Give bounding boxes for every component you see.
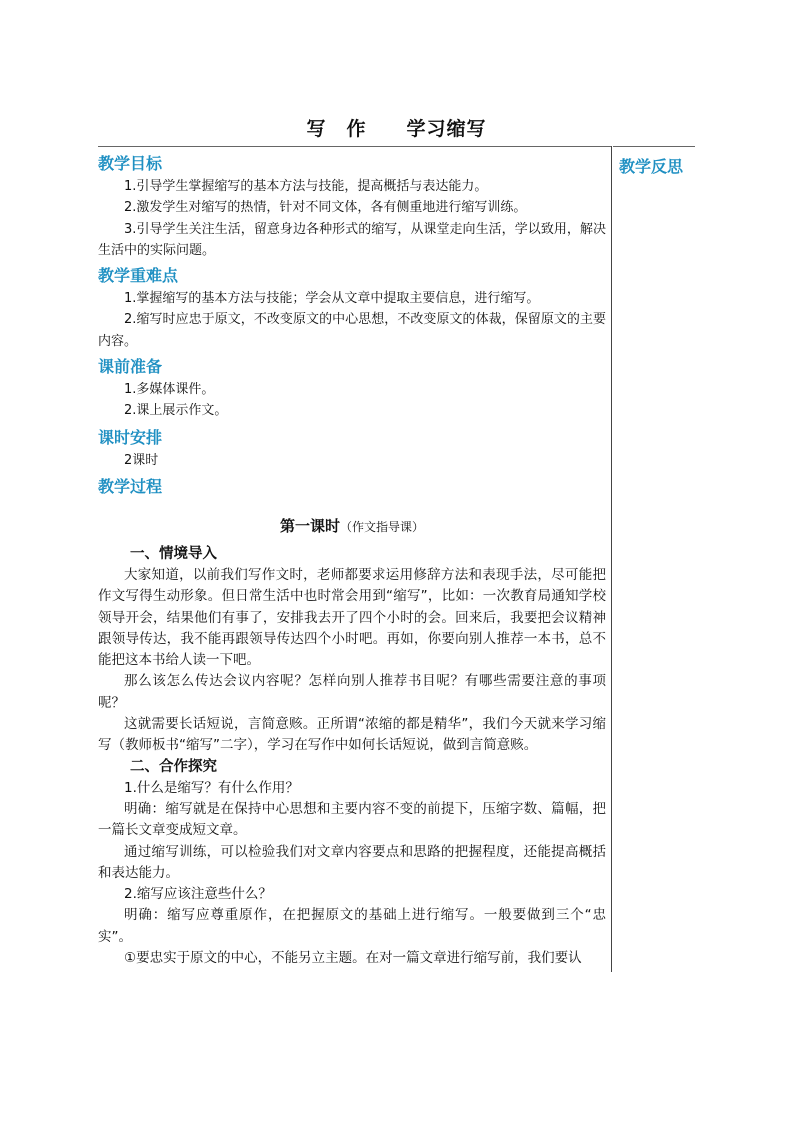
table-top-border-right [613, 146, 695, 147]
lesson-title-main: 第一课时 [279, 516, 340, 535]
goal-item: 3.引导学生关注生活，留意身边各种形式的缩写，从课堂走向生活，学以致用，解决生活中的实际问题。 [98, 221, 606, 258]
schedule-text: 2课时 [124, 452, 159, 468]
lesson-title [98, 515, 606, 538]
key-point-item: 2.缩写时应忠于原文，不改变原文的中心思想，不改变原文的体裁，保留原文的主要内容。 [98, 312, 606, 349]
schedule-heading: 课时安排 [98, 427, 163, 447]
preparation-heading: 课前准备 [98, 357, 163, 377]
part2-paragraph: 2.缩写应该注意些什么？ [124, 886, 272, 903]
preparation-item: 1.多媒体课件。 [124, 382, 215, 398]
goal-item: 1.引导学生掌握缩写的基本方法与技能，提高概括与表达能力。 [124, 179, 488, 194]
main-column [98, 152, 606, 969]
table-top-border-left [98, 146, 612, 147]
column-divider [611, 146, 612, 972]
part2-paragraph: 明确：缩写就是在保持中心思想和主要内容不变的前提下，压缩字数、篇幅，把一篇长文章变成短文章。 [98, 800, 606, 839]
lesson-title-note: （作文指导课） [340, 519, 425, 534]
key-points-heading: 教学重难点 [98, 266, 179, 286]
part2-paragraph: 通过缩写训练，可以检验我们对文章内容要点和思路的把握程度，还能提高概括和表达能力。 [98, 843, 606, 881]
part2-paragraph: 明确：缩写应尊重原作，在把握原文的基础上进行缩写。一般要做到三个“忠实”。 [98, 907, 606, 945]
goal-item: 2.激发学生对缩写的热情，针对不同文体，各有侧重地进行缩写训练。 [124, 200, 527, 216]
part1-paragraph: 这就需要长话短说，言简意赅。正所谓“浓缩的都是精华”，我们今天就来学习缩写（教师板书“缩写”二字），学习在写作中如何长话短说，做到言简意赅。 [98, 716, 606, 754]
part1-paragraph: 大家知道，以前我们写作文时，老师都要求运用修辞方法和表现手法，尽可能把作文写得生动形象。但日常生活中也时常会用到“缩写”，比如：一次教育局通知学校领导开会，结果他们有事了，安排我去开了四个小时的会。回来后，我要把会议精神跟领导传达，我不能再跟领导传达四个小时吧。再如，你要向别人推荐一本书，总不能把这本书给人读一下吧。 [98, 566, 606, 669]
part1-heading: 一、情境导入 [130, 545, 217, 562]
goals-heading: 教学目标 [98, 154, 163, 173]
part1-paragraph: 那么该怎么传达会议内容呢？怎样向别人推荐书目呢？有哪些需要注意的事项呢？ [98, 673, 606, 711]
part2-heading: 二、合作探究 [130, 758, 217, 775]
part2-paragraph: 1.什么是缩写？有什么作用？ [124, 779, 299, 796]
page-title: 写 作 学习缩写 [306, 118, 487, 140]
reflection-heading: 教学反思 [619, 157, 684, 176]
part2-paragraph: ①要忠实于原文的中心，不能另立主题。在对一篇文章进行缩写前，我们要认 [124, 950, 582, 967]
key-point-item: 1.掌握缩写的基本方法与技能；学会从文章中提取主要信息，进行缩写。 [124, 291, 540, 307]
preparation-item: 2.课上展示作文。 [124, 403, 228, 419]
process-heading: 教学过程 [98, 476, 163, 496]
